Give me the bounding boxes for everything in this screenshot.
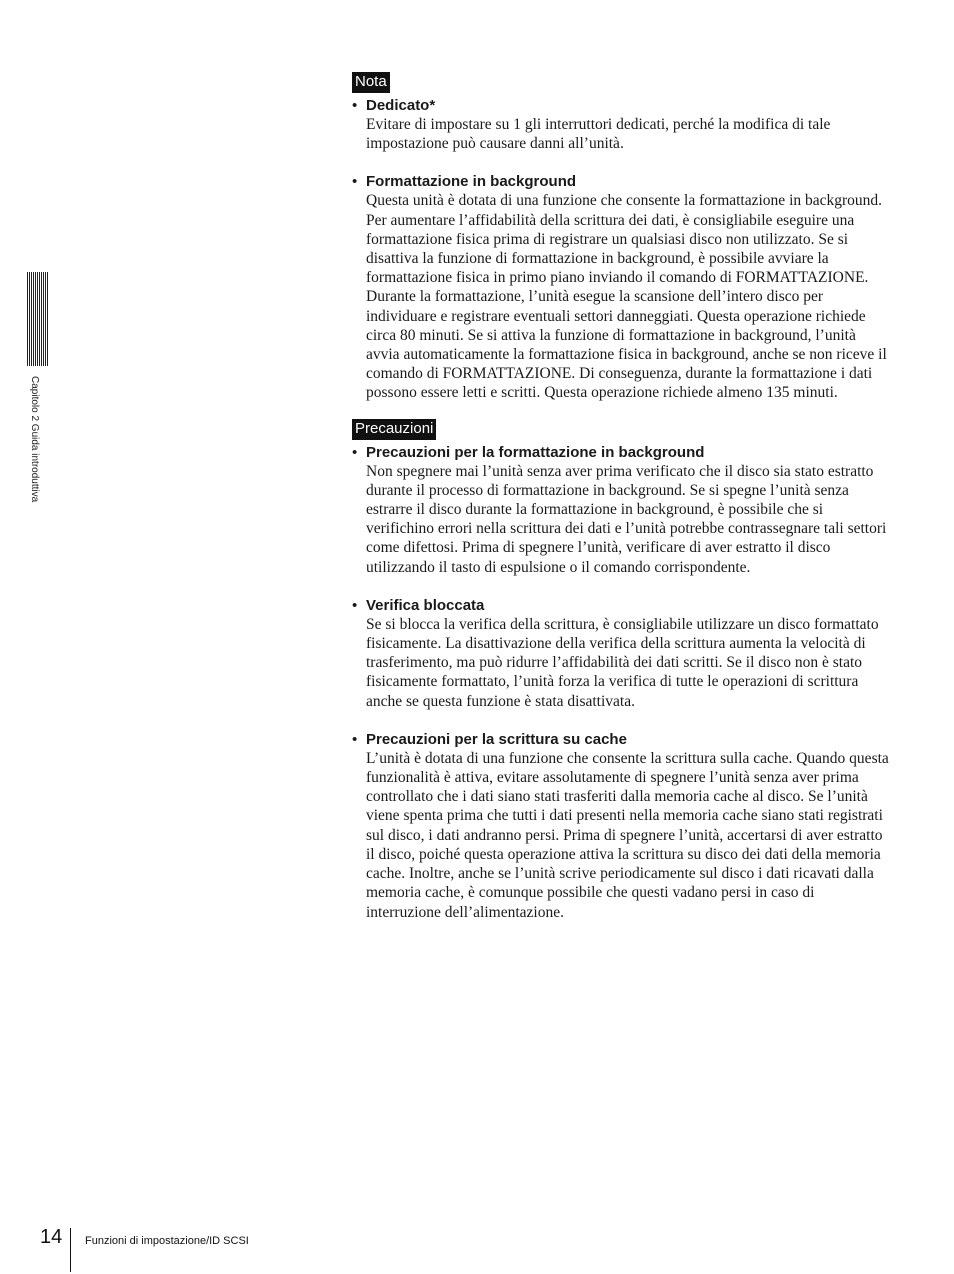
- bullet-icon: •: [352, 596, 358, 614]
- item-body: Se si blocca la verifica della scrittura, è consigliabile utilizzare un disco formattato fisicamente. La disattivazione della verifica della scrittura aumenta la velocità di trasferimento, ma può ridurre l’affidabilità dei dati scritti. Se il disco non è stato fisicamente formattato, l’unità forza la verifica di tutte le operazioni di scrittura anche se questa funzione è stata disattivata.: [366, 615, 879, 710]
- precauzioni-item-cache: [352, 730, 892, 922]
- item-title: Precauzioni per la formattazione in background: [366, 443, 705, 461]
- footer-section-title: Funzioni di impostazione/ID SCSI: [85, 1235, 249, 1247]
- precauzioni-item-formattazione: [352, 443, 892, 577]
- nota-section: [352, 72, 892, 403]
- bullet-icon: •: [352, 97, 358, 114]
- page-content: [352, 72, 892, 922]
- item-body: Non spegnere mai l’unità senza aver prima verificato che il disco sia stato estratto durante il processo di formattazione in background. Se si spegne l’unità senza estrarre il disco durante la formattazione in background, è possibile che si verifichino errori nella scrittura dei dati e l’unità potrebbe contrassegnare tali settori come difettosi. Prima di spegnere l’unità, verificare di aver estratto il disco utilizzando il tasto di espulsione o il comando corrispondente.: [366, 462, 887, 576]
- bullet-icon: •: [352, 173, 358, 191]
- page-number: 14: [40, 1226, 63, 1248]
- precauzioni-section: [352, 419, 892, 922]
- footer-divider: [70, 1228, 71, 1272]
- nota-label: Nota: [352, 72, 390, 93]
- item-body: Questa unità è dotata di una funzione che consente la formattazione in background. Per aumentare l’affidabilità della scrittura dei dati, è consigliabile eseguire una formattazione fisica prima di registrare un qualsiasi disco non utilizzato. Se si disattiva la funzione di formattazione in background, è possibile avviare la formattazione fisica in primo piano inviando il comando di FORMATTAZIONE. Durante la formattazione, l’unità esegue la scansione dell’intero disco per individuare e registrare eventuali settori danneggiati. Questa operazione richiede circa 80 minuti. Se si attiva la funzione di formattazione in background, l’unità avvia automaticamente la formattazione fisica in background, anche se non riceve il comando di FORMATTAZIONE. Di conseguenza, durante la formattazione i dati possono essere letti e scritti. Questa operazione richiede almeno 135 minuti.: [366, 192, 887, 402]
- nota-item-formattazione: [352, 172, 892, 402]
- precauzioni-item-verifica: [352, 596, 892, 711]
- chapter-tab-stripes: [27, 272, 48, 366]
- bullet-icon: •: [352, 443, 358, 461]
- item-title: Dedicato*: [366, 97, 436, 114]
- item-title: Formattazione in background: [366, 173, 577, 191]
- item-body: L’unità è dotata di una funzione che consente la scrittura sulla cache. Quando questa funzionalità è attiva, evitare assolutamente di spegnere l’unità senza aver prima controllato che i dati siano stati trasferiti dalla memoria cache al disco. Se l’unità viene spenta prima che tutti i dati presenti nella memoria cache siano stati registrati sul disco, i dati andranno persi. Prima di spegnere l’unità, accertarsi di aver estratto il disco, poiché questa operazione attiva la scrittura su disco dei dati della memoria cache. Inoltre, anche se l’unità scrive periodicamente sul disco i dati ricavati dalla memoria cache, è comunque possibile che questi vadano persi in caso di interruzione dell’alimentazione.: [366, 749, 889, 921]
- nota-item-dedicato: [352, 96, 892, 153]
- item-title: Verifica bloccata: [366, 596, 485, 614]
- bullet-icon: •: [352, 730, 358, 748]
- item-title: Precauzioni per la scrittura su cache: [366, 730, 627, 748]
- precauzioni-label: Precauzioni: [352, 419, 436, 440]
- item-body: Evitare di impostare su 1 gli interruttori dedicati, perché la modifica di tale impostazione può causare danni all’unità.: [366, 116, 831, 153]
- chapter-label: Capitolo 2 Guida introduttiva: [29, 376, 40, 503]
